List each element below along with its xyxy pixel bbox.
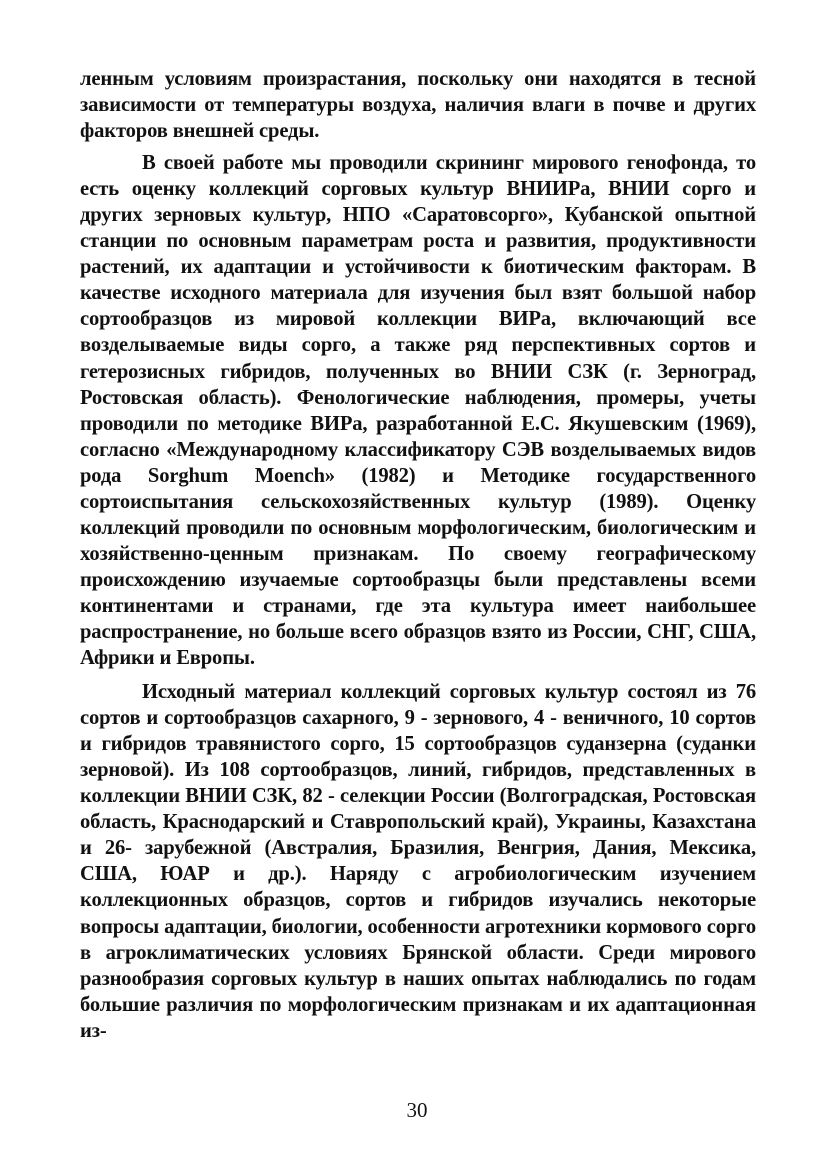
paragraph-screening: В своей работе мы проводили скрининг мирового генофонда, то есть оценку коллекций сорговых культур ВНИИРа, ВНИИ сорго и других зерновых культур, НПО «Саратовсорго», Кубанской опытной станции по основным параметрам роста и развития, продуктивности растений, их адаптации и устойчивости к биотическим факторам. В качестве исходного материала для изучения был взят большой набор сортообразцов из мировой коллекции ВИРа, включающий все возделываемые виды сорго, а также ряд перспективных сортов и гетерозисных гибридов, полученных во ВНИИ СЗК (г. Зерноград, Ростовская область). Фенологические наблюдения, промеры, учеты проводили по методике ВИРа, разработанной Е.С. Якушевским (1969), согласно «Международному классификатору СЭВ возделываемых видов рода Sorghum Moench» (1982) и Методике государственного сортоиспытания сельскохозяйственных культур (1989). Оценку коллекций проводили по основным морфологическим, биологическим и хозяйственно-ценным признакам. По своему географическому происхождению изучаемые сортообразцы были представлены всеми континентами и странами, где эта культура имеет наибольшее распространение, но больше всего образцов взято из России, СНГ, США, Африки и Европы. [80,152,756,670]
page-number: 30 [406,1098,428,1122]
paragraph-source-material: Исходный материал коллекций сорговых культур состоял из 76 сортов и сортообразцов сахарного, 9 - зернового, 4 - веничного, 10 сортов и гибридов травянистого сорго, 15 сортообразцов суданзерна (суданки зерновой). Из 108 сортообразцов, линий, гибридов, представленных в коллекции ВНИИ СЗК, 82 - селекции России (Волгоградская, Ростовская область, Краснодарский и Ставропольский край), Украины, Казахстана и 26- зарубежной (Австралия, Бразилия, Венгрия, Дания, Мексика, США, ЮАР и др.). Наряду с агробиологическим изучением коллекционных образцов, сортов и гибридов изучались некоторые вопросы адаптации, биологии, особенности агротехники кормового сорго в агроклиматических условиях Брянской области. Среди мирового разнообразия сорговых культур в наших опытах наблюдались по годам большие различия по морфологическим признакам и их адаптационная из- [80,681,756,1042]
body-text [80,66,756,1044]
paragraph-continuation: ленным условиям произрастания, поскольку они находятся в тесной зависимости от температуры воздуха, наличия влаги в почве и других факторов внешней среды. [80,68,756,143]
